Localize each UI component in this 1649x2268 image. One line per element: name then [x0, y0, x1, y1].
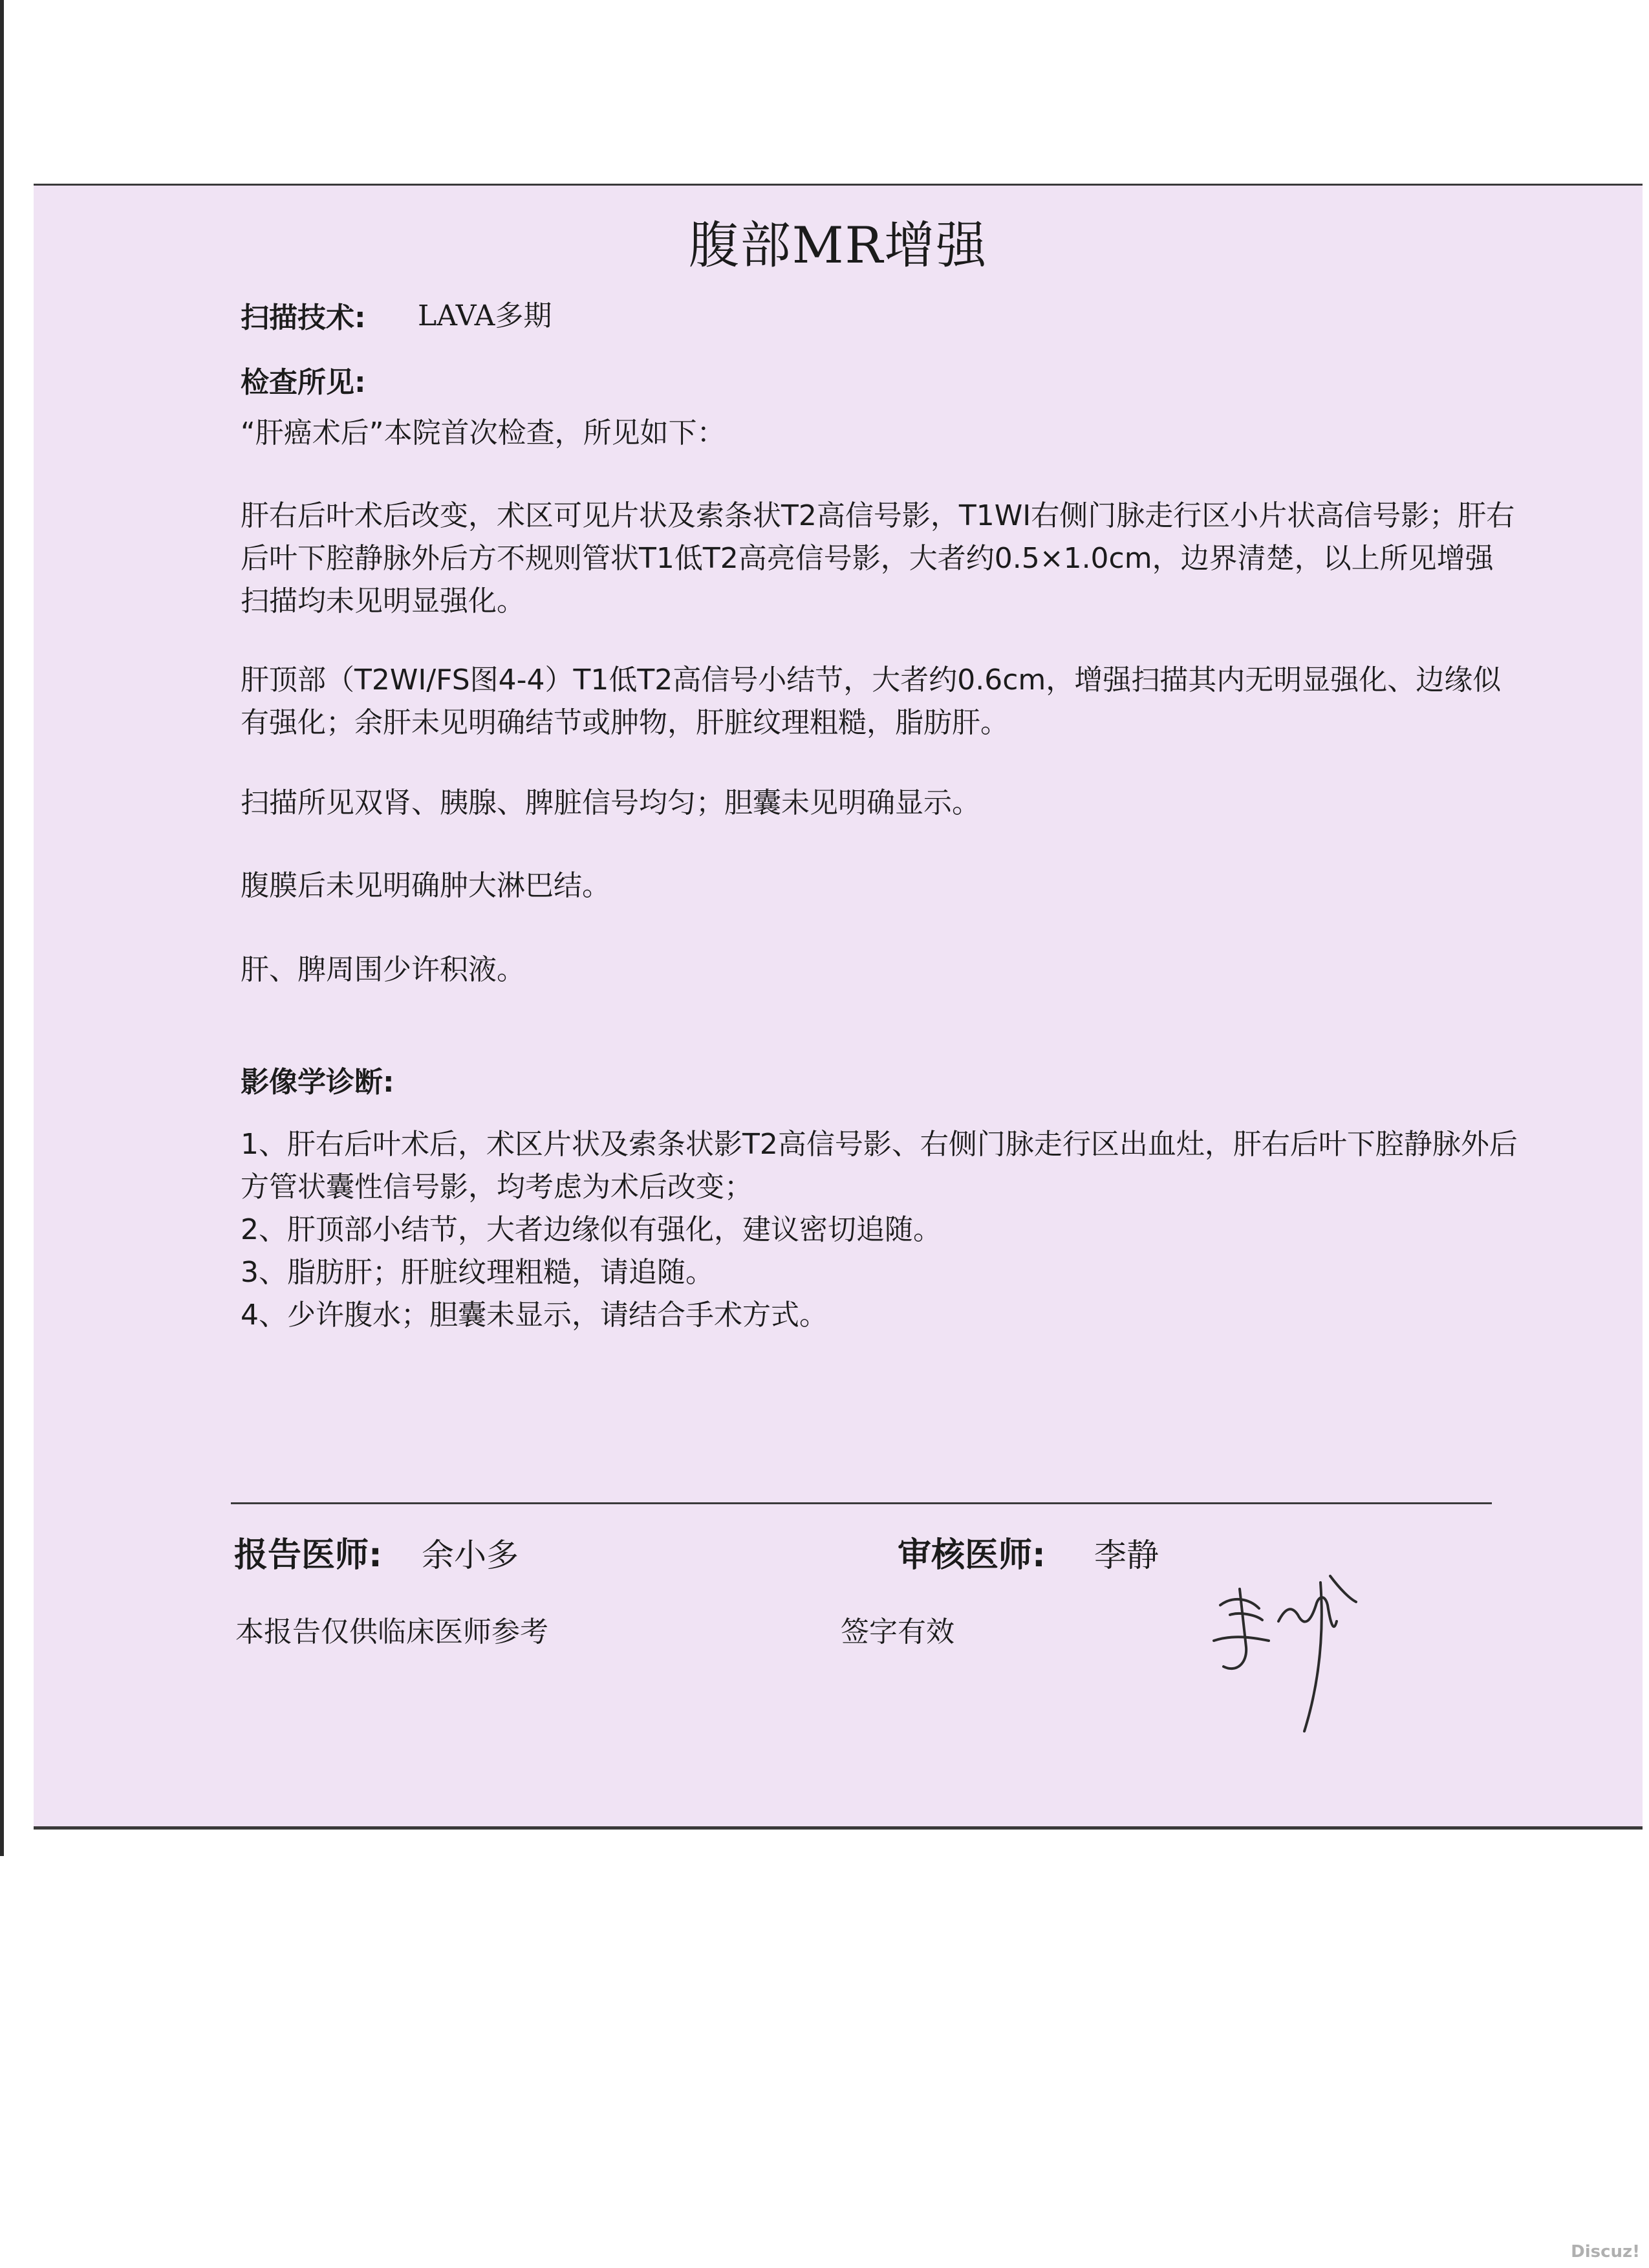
reporter-name: 余小多 [422, 1537, 519, 1574]
findings-para-5 [241, 949, 1521, 991]
scan-tech-label: 扫描技术: [241, 301, 366, 334]
findings-para-4 [241, 865, 1521, 907]
finding-paragraph: 肝顶部（T2WI/FS图4-4）T1低T2高信号小结节，大者约0.6cm，增强扫描其内无明显强化、边缘似有强化；余肝未见明确结节或肿物，肝脏纹理粗糙，脂肪肝。 [241, 664, 1502, 739]
report-title: 腹部MR增强 [688, 217, 988, 275]
footer-divider [231, 1502, 1492, 1504]
scan-tech-value: LAVA多期 [418, 299, 552, 332]
forum-watermark: Discuz! [1571, 2242, 1640, 2262]
diagnosis-item: 1、肝右后叶术后，术区片状及索条状影T2高信号影、右侧门脉走行区出血灶，肝右后叶下腔静脉外后方管状囊性信号影，均考虑为术后改变； [241, 1128, 1518, 1204]
scan-edge [0, 0, 4, 1856]
diagnosis-item: 2、肝顶部小结节，大者边缘似有强化，建议密切追随。 [241, 1213, 942, 1246]
finding-paragraph: “肝癌术后”本院首次检查，所见如下： [241, 416, 726, 449]
reviewer-label: 审核医师: [898, 1536, 1046, 1575]
findings-para-3 [241, 782, 1521, 825]
finding-paragraph: 肝、脾周围少许积液。 [241, 953, 525, 986]
diagnosis-item: 3、脂肪肝；肝脏纹理粗糙，请追随。 [241, 1256, 714, 1289]
finding-paragraph: 扫描所见双肾、胰腺、脾脏信号均匀；胆囊未见明确显示。 [241, 786, 980, 819]
disclaimer-note: 本报告仅供临床医师参考 [235, 1615, 548, 1648]
finding-paragraph: 腹膜后未见明确肿大淋巴结。 [241, 869, 610, 902]
findings-para-2 [241, 659, 1521, 744]
finding-paragraph: 肝右后叶术后改变，术区可见片状及索条状T2高信号影，T1WI右侧门脉走行区小片状高信号影；肝右后叶下腔静脉外后方不规则管状T1低T2高亮信号影，大者约0.5×1.0cm，边界清楚，以上所见增强扫描均未见明显强化。 [241, 499, 1515, 618]
findings-intro [241, 412, 1521, 455]
diagnosis-list [241, 1123, 1521, 1337]
reviewer-name: 李静 [1094, 1537, 1159, 1574]
findings-para-1 [241, 495, 1521, 623]
diagnosis-item: 4、少许腹水；胆囊未显示，请结合手术方式。 [241, 1299, 828, 1332]
findings-label: 检查所见: [241, 366, 366, 399]
reporter-label: 报告医师: [234, 1536, 382, 1575]
diagnosis-label: 影像学诊断: [241, 1066, 394, 1099]
report-sheet [34, 184, 1643, 1828]
handwritten-signature [1201, 1544, 1369, 1738]
signature-valid-note: 签字有效 [841, 1615, 954, 1648]
